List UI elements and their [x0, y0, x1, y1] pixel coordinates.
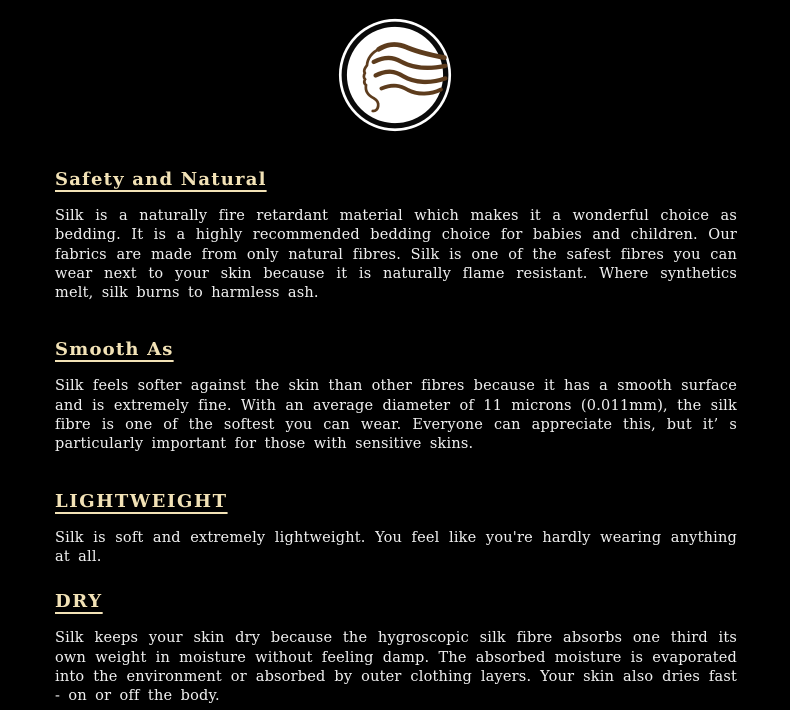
content [0, 133, 790, 706]
section-smooth-as [55, 339, 737, 454]
logo [0, 0, 790, 133]
section-safety-and-natural [55, 169, 737, 303]
section-body: Silk feels softer against the skin than other fibres because it has a smooth surface and is extremely fine. With an average diameter of 11 microns (0.011mm), the silk fibre is one of the softest you can wear. Everyone can appreciate this, but it’ s particularly important for those with sensitive skins. [55, 378, 737, 453]
section-lightweight [55, 491, 737, 568]
section-body: Silk keeps your skin dry because the hygroscopic silk fibre absorbs one third its own weight in moisture without feeling damp. The absorbed moisture is evaporated into the environment or absorbed by outer clothing layers. Your skin also dries fast - on or off the body. [55, 630, 737, 705]
silk-hair-logo-icon [337, 17, 453, 133]
section-heading: LIGHTWEIGHT [55, 490, 228, 512]
section-dry [55, 591, 737, 706]
section-body: Silk is a naturally fire retardant material which makes it a wonderful choice as bedding. It is a highly recommended bedding choice for babies and children. Our fabrics are made from only natural fibres. Silk is one of the safest fibres you can wear next to your skin because it is naturally flame resistant. Where synthetics melt, silk burns to harmless ash. [55, 208, 737, 302]
section-heading: Safety and Natural [55, 169, 267, 190]
section-heading: Smooth As [55, 339, 174, 361]
section-body: Silk is soft and extremely lightweight. You feel like you're hardly wearing anything at all. [55, 529, 737, 565]
section-heading: DRY [55, 591, 103, 613]
